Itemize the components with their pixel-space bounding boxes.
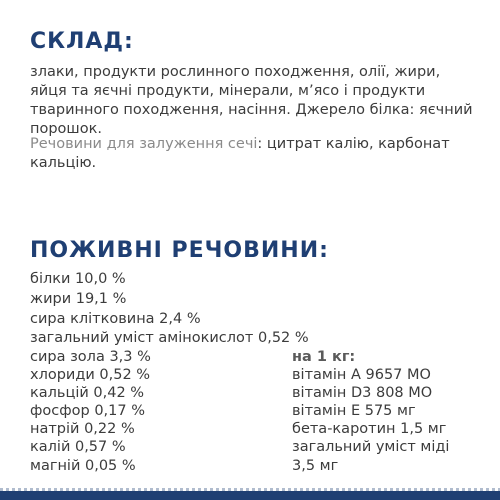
urine-alkalizing-label: Речовини для залуження сечі: [30, 136, 258, 152]
nutrients-heading: ПОЖИВНІ РЕЧОВИНИ:: [30, 238, 329, 263]
vitamin-a: вітамін А 9657 МО: [292, 367, 431, 383]
nutrient-calcium: кальцій 0,42 %: [30, 385, 145, 401]
nutrient-sodium: натрій 0,22 %: [30, 421, 135, 437]
bottom-bar: [0, 491, 500, 500]
vitamin-e: вітамін Е 575 мг: [292, 403, 416, 419]
nutrient-amino-acids: загальний уміст амінокислот 0,52 %: [30, 330, 309, 346]
urine-alkalizing-line: [30, 135, 480, 173]
nutrient-phosphorus: фосфор 0,17 %: [30, 403, 145, 419]
nutrient-potassium: калій 0,57 %: [30, 439, 126, 455]
composition-text: злаки, продукти рослинного походження, олії, жири, яйця та яєчні продукти, мінерали, м’ясо і продукти тваринного походження, насіння. Джерело білка: яєчний порошок.: [30, 64, 473, 137]
nutrient-chlorides: хлориди 0,52 %: [30, 367, 151, 383]
copper-label: загальний уміст міді: [292, 439, 450, 455]
nutrient-protein: білки 10,0 %: [30, 271, 126, 287]
composition-heading: СКЛАД:: [30, 29, 134, 54]
vitamin-d3: вітамін D3 808 МО: [292, 385, 433, 401]
beta-carotene: бета-каротин 1,5 мг: [292, 421, 447, 437]
nutrient-ash: сира зола 3,3 %: [30, 349, 151, 365]
nutrient-fat: жири 19,1 %: [30, 291, 127, 307]
nutrient-fiber: сира клітковина 2,4 %: [30, 311, 201, 327]
per-kg-label: на 1 кг:: [292, 349, 356, 365]
copper-value: 3,5 мг: [292, 458, 339, 474]
nutrient-magnesium: магній 0,05 %: [30, 458, 136, 474]
urine-alkalizing-value: : цитрат калію, карбонат кальцію.: [30, 136, 450, 171]
